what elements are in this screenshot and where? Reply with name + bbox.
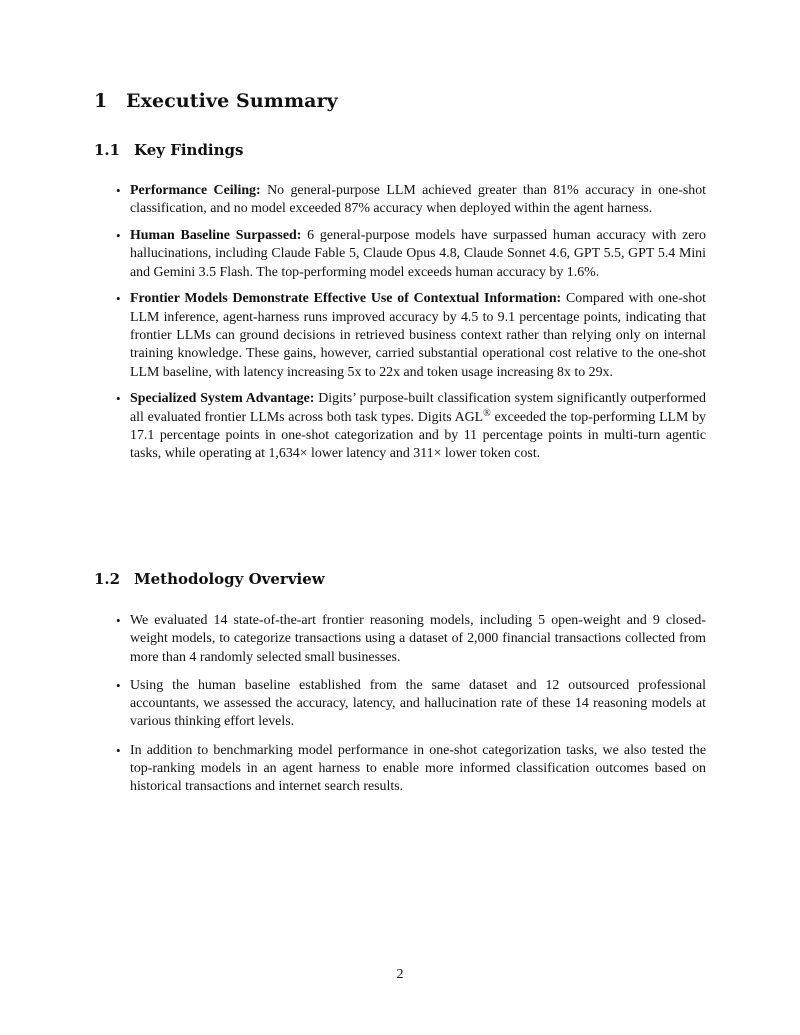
bullet-icon: • [116,613,121,628]
methodology-text: Using the human baseline established from the same dataset and 12 outsourced professional accountants, we assessed the accuracy, latency, and hallucination rate of these 14 reasoning models at various thinking effort levels. [130,677,706,730]
list-item [116,227,706,282]
list-item [116,290,706,381]
subsection-heading-methodology [94,570,325,588]
finding-text-continued: exceeded the top-performing LLM by 17.1 percentage points in one-shot categorization and by 11 percentage points in multi-turn agentic tasks, while operating at 1,634× lower latency and 311× lower token cost. [130,409,706,462]
bullet-icon: • [116,677,121,693]
finding-title: Frontier Models Demonstrate Effective Use of Contextual Information: [130,291,562,307]
methodology-list [116,612,706,807]
section-title: Executive Summary [126,90,338,112]
bullet-icon: • [116,228,121,244]
methodology-text: We evaluated 14 state-of-the-art frontier reasoning models, including 5 open-weight and 9 closed-weight models, to categorize transactions using a dataset of 2,000 financial transactions collected from more than 4 randomly selected small businesses. [130,613,706,665]
key-findings-list [116,182,707,472]
subsection-number: 1.1 [94,141,121,159]
subsection-title: Key Findings [134,141,244,159]
subsection-number: 1.2 [94,570,121,588]
bullet-icon: • [116,183,121,198]
finding-title: Specialized System Advantage: [130,391,315,407]
page-number: 2 [396,967,404,982]
finding-title: Human Baseline Surpassed: [130,228,302,244]
finding-text: Digits’ purpose-built classification system significantly outperformed all evaluated frontier LLMs across both task types. Digits AGL [130,391,706,425]
methodology-text: In addition to benchmarking model performance in one-shot categorization tasks, we also tested the top-ranking models in an agent harness to enable more informed classification outcomes based on historical transactions and internet search results. [130,742,706,795]
list-item [116,742,706,797]
list-item [116,390,706,463]
subsection-heading-key-findings [94,141,243,159]
section-number: 1 [94,90,108,112]
list-item [116,612,706,667]
bullet-icon: • [116,291,121,307]
bullet-icon: • [116,391,121,407]
section-heading [94,90,338,112]
finding-text: Compared with one-shot LLM inference, agent-harness runs improved accuracy by 4.5 to 9.1 percentage points, indicating that frontier LLMs can ground decisions in retrieved business context rather than relying only on internal training knowledge. These gains, however, carried substantial operational cost relative to the one-shot LLM baseline, with latency increasing 5x to 22x and token usage increasing 8x to 29x. [130,291,706,380]
finding-text: No general-purpose LLM achieved greater than 81% accuracy in one-shot classification, and no model exceeded 87% accuracy when deployed within the agent harness. [130,183,707,217]
bullet-icon: • [116,742,121,758]
finding-title: Performance Ceiling: [130,183,261,198]
subsection-title: Methodology Overview [134,570,325,588]
list-item [116,182,707,219]
list-item [116,677,706,732]
registered-mark: ® [483,407,491,419]
finding-text: 6 general-purpose models have surpassed human accuracy with zero hallucinations, including Claude Fable 5, Claude Opus 4.8, Claude Sonnet 4.6, GPT 5.5, GPT 5.4 Mini and Gemini 3.5 Flash. The top-performing model exceeds human accuracy by 1.6%. [130,228,706,280]
